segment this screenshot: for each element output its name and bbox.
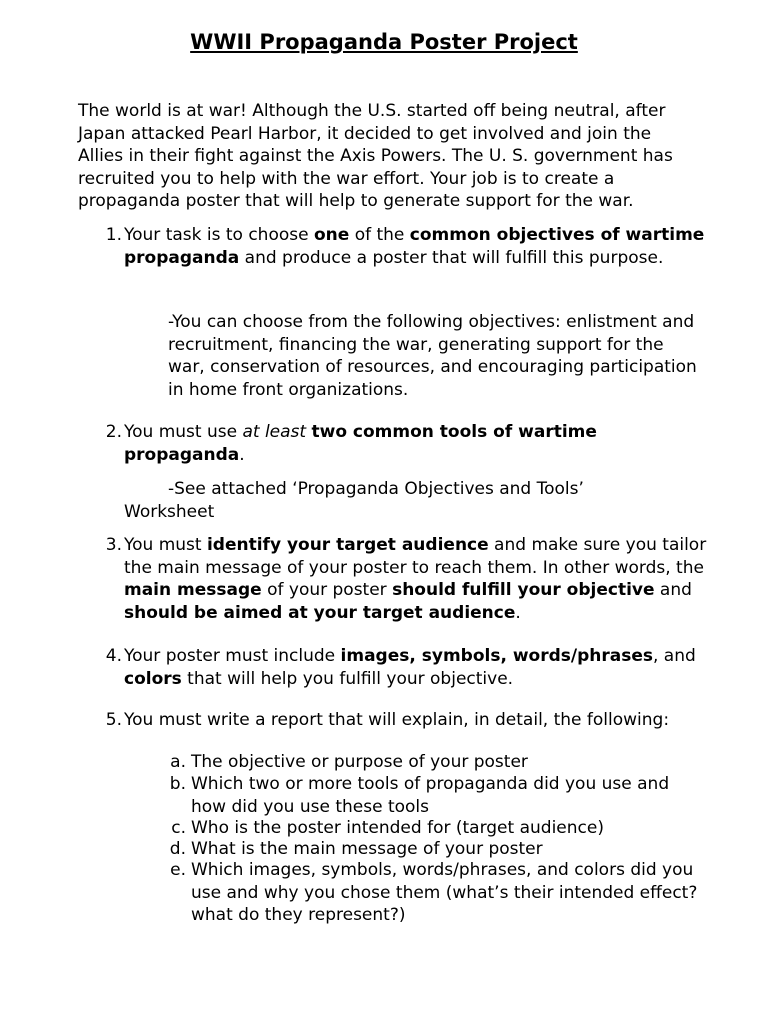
emphasis: one	[313, 225, 350, 245]
item-text: You must write a report that will explain, in detail, the following:	[124, 710, 670, 730]
item-text: Which two or more tools of propaganda did you use and how did you use these tools	[191, 774, 670, 817]
item-text: Which images, symbols, words/phrases, and colors did you use and why you chose them (what’s their intended effect? what do they represent?)	[191, 860, 698, 925]
item-text: Your task is to choose one of the common objectives of wartime propaganda and produce a poster that will fulfill this purpose.	[124, 225, 705, 268]
item-number: 1.	[105, 225, 122, 245]
emphasis: common objectives of wartime propaganda	[124, 225, 705, 268]
report-item-a	[168, 751, 698, 774]
report-item-b	[168, 773, 698, 818]
item-text: You must identify your target audience and make sure you tailor the main message of your poster to reach them. In other words, the main message of your poster should fulfill your objective and should be aimed at your target audience.	[124, 535, 707, 623]
list-item-3	[100, 534, 710, 624]
emphasis: two common tools of wartime propaganda	[124, 422, 597, 465]
item-number: 5.	[105, 710, 122, 730]
list-item-4	[100, 645, 710, 690]
item-text: Your poster must include images, symbols, words/phrases, and colors that will help you fulfill your objective.	[124, 646, 696, 689]
list-item-1	[100, 224, 710, 269]
list-item-5	[100, 709, 710, 732]
objectives-note: -You can choose from the following objectives: enlistment and recruitment, financing the war, generating support for the war, conservation of resources, and encouraging participation in home front organizations.	[168, 312, 697, 400]
worksheet-note-continued: Worksheet	[124, 502, 215, 522]
item-text: The objective or purpose of your poster	[191, 752, 528, 772]
item-number: 4.	[105, 646, 122, 666]
list-item-2	[100, 421, 710, 466]
emphasis: should fulfill your objective	[392, 580, 655, 600]
item-letter: e.	[170, 860, 186, 880]
emphasis: main message	[124, 580, 262, 600]
emphasis: images, symbols, words/phrases	[340, 646, 653, 666]
intro-paragraph: The world is at war! Although the U.S. started off being neutral, after Japan attacked Pearl Harbor, it decided to get involved and join the Allies in their fight against the Axis Powers. The U. S. government has recruited you to help with the war effort. Your job is to create a propaganda poster that will help to generate support for the war.	[78, 101, 673, 211]
emphasis: identify your target audience	[206, 535, 489, 555]
item-letter: b.	[169, 774, 186, 794]
page-title: WWII Propaganda Poster Project	[190, 30, 578, 54]
emphasis: at least	[242, 422, 307, 442]
item-number: 3.	[105, 535, 122, 555]
report-item-c	[168, 817, 698, 840]
worksheet-note: -See attached ‘Propaganda Objectives and Tools’	[168, 479, 584, 499]
item-number: 2.	[105, 422, 122, 442]
report-item-d	[168, 838, 698, 861]
report-item-e	[168, 859, 698, 927]
item-letter: d.	[169, 839, 186, 859]
item-text: Who is the poster intended for (target audience)	[191, 818, 604, 838]
item-text: You must use at least two common tools of wartime propaganda.	[124, 422, 597, 465]
item-letter: c.	[171, 818, 186, 838]
emphasis: colors	[124, 668, 182, 689]
item-letter: a.	[170, 752, 186, 772]
emphasis: should be aimed at your target audience	[124, 602, 516, 623]
item-text: What is the main message of your poster	[191, 839, 543, 859]
